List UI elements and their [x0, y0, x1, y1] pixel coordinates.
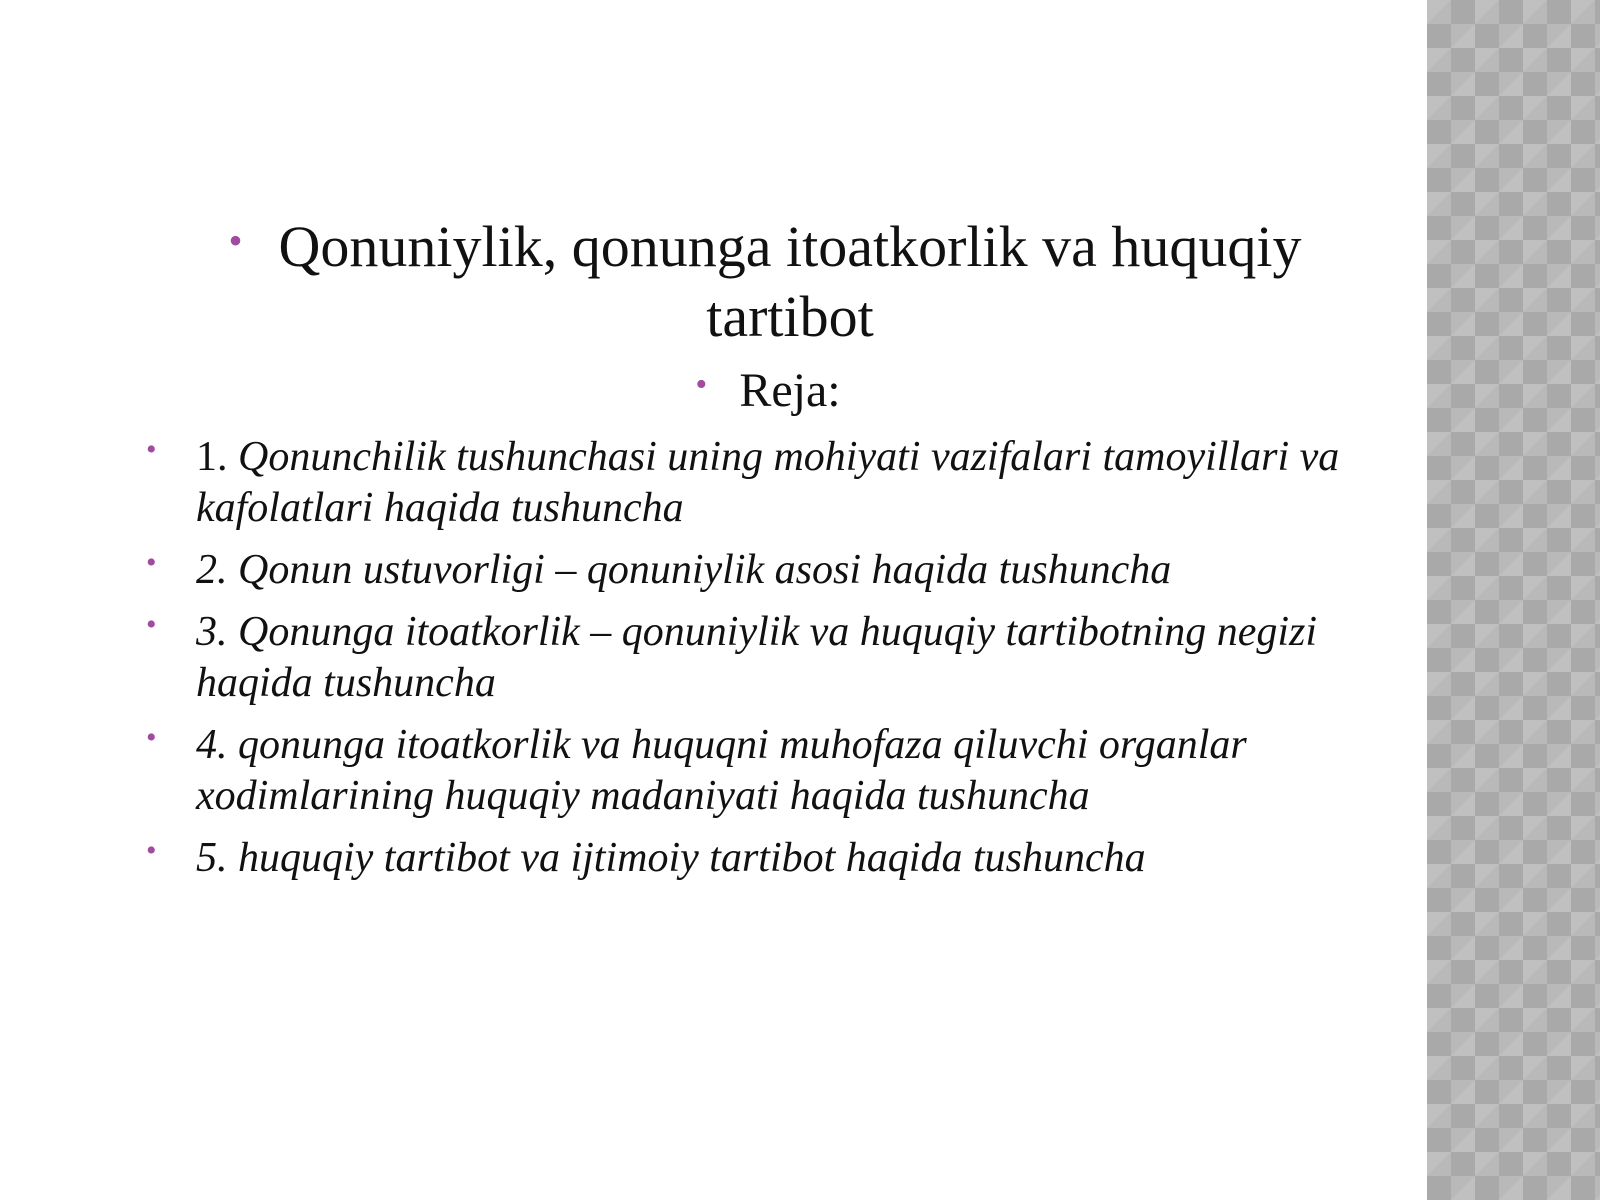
- plan-item-number: 1.: [196, 434, 228, 480]
- plan-bullet-icon: •: [146, 834, 157, 867]
- slide-title-continuation: [706, 282, 874, 352]
- decorative-side-pattern: [1427, 0, 1600, 1200]
- title-bullet-icon: •: [228, 218, 243, 263]
- plan-item: [146, 607, 1416, 709]
- title-line-1: Qonuniylik, qonunga itoatkorlik va huquqiy: [278, 214, 1302, 279]
- plan-bullet-icon: •: [146, 721, 157, 754]
- plan-item-text: 3. Qonunga itoatkorlik – qonuniylik va huquqiy tartibotning negizi haqida tushuncha: [196, 609, 1318, 706]
- title-block: [160, 212, 1420, 420]
- plan-bullet-icon: •: [146, 608, 157, 641]
- title-line-2: tartibot: [706, 284, 874, 349]
- plan-item: [146, 545, 1416, 596]
- plan-item: [146, 833, 1416, 884]
- plan-bullet-icon: •: [146, 433, 157, 466]
- slide-title: [228, 212, 1302, 282]
- plan-item-text: 5. huquqiy tartibot va ijtimoiy tartibot haqida tushuncha: [196, 835, 1146, 881]
- plan-item-text: Qonunchilik tushunchasi uning mohiyati vazifalari tamoyillari va kafolatlari haqida tushuncha: [196, 434, 1340, 531]
- plan-item: [146, 432, 1416, 534]
- plan-heading-label: Reja:: [739, 364, 841, 417]
- plan-bullet-icon: •: [146, 546, 157, 579]
- plan-heading: [695, 362, 841, 420]
- plan-item-text: 4. qonunga itoatkorlik va huquqni muhofaza qiluvchi organlar xodimlarining huquqiy madaniyati haqida tushuncha: [196, 722, 1247, 819]
- plan-item-text: 2. Qonun ustuvorligi – qonuniylik asosi haqida tushuncha: [196, 547, 1172, 593]
- plan-list: [146, 432, 1416, 895]
- plan-heading-bullet-icon: •: [695, 366, 708, 403]
- plan-item: [146, 720, 1416, 822]
